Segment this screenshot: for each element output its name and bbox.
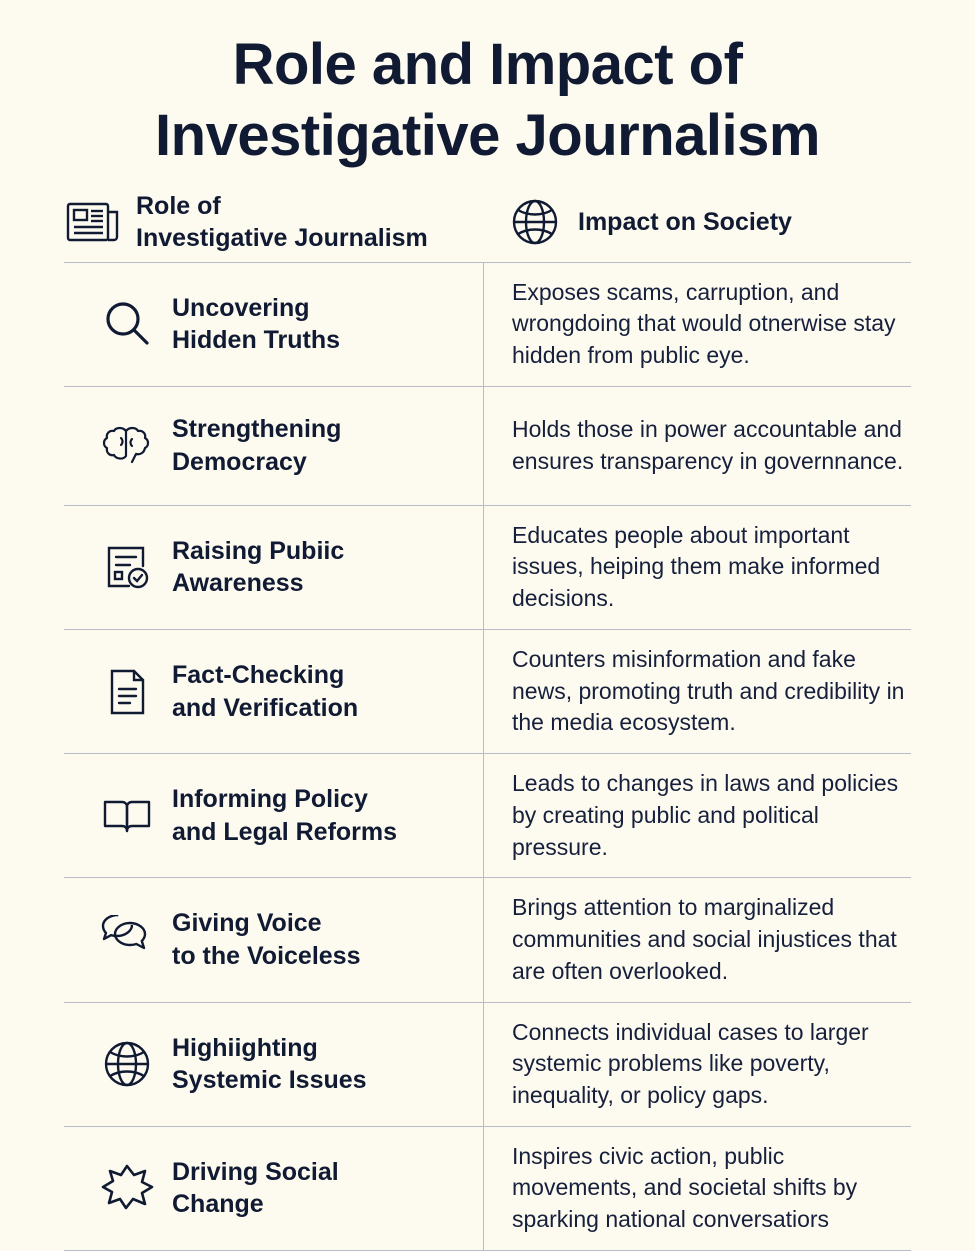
column-header-impact bbox=[484, 193, 911, 251]
comparison-table bbox=[64, 262, 911, 1251]
role-label: Informing Policy and Legal Reforms bbox=[172, 785, 398, 846]
role-cell bbox=[64, 1127, 484, 1250]
brain-icon bbox=[98, 417, 156, 475]
newspaper-icon bbox=[64, 193, 122, 251]
impact-text: Counters misinformation and fake news, promoting truth and credibility in the media ecosystem. bbox=[512, 645, 905, 736]
page-title bbox=[0, 0, 975, 178]
column-header-role bbox=[64, 190, 484, 254]
table-row bbox=[64, 387, 911, 506]
globe-icon bbox=[98, 1035, 156, 1093]
role-cell bbox=[64, 506, 484, 629]
impact-cell bbox=[484, 878, 911, 1001]
impact-text: Brings attention to marginalized communities and social injustices that are often overlooked. bbox=[512, 894, 897, 984]
impact-cell bbox=[484, 754, 911, 877]
role-cell bbox=[64, 754, 484, 877]
open-book-icon bbox=[98, 787, 156, 845]
impact-text: Inspires civic action, public movements, and societal shifts by sparking national conversatiors bbox=[512, 1142, 858, 1233]
role-cell bbox=[64, 630, 484, 753]
speech-bubbles-icon bbox=[98, 911, 156, 969]
table-row bbox=[64, 1127, 911, 1251]
role-cell bbox=[64, 1003, 484, 1126]
table-row bbox=[64, 754, 911, 878]
impact-cell bbox=[484, 263, 911, 386]
role-cell bbox=[64, 387, 484, 505]
role-label: Driving Social Change bbox=[172, 1157, 339, 1219]
magnifier-icon bbox=[98, 295, 156, 353]
impact-cell bbox=[484, 1003, 911, 1126]
role-label: Strengthening Democracy bbox=[172, 415, 342, 476]
impact-cell bbox=[484, 630, 911, 753]
impact-text: Educates people about important issues, heiping them make informed decisions. bbox=[512, 521, 881, 612]
column-header-role-label: Role of Investigative Journalism bbox=[136, 191, 428, 252]
page-title-line-1: Role and Impact of bbox=[232, 32, 743, 97]
impact-text: Exposes scams, carruption, and wrongdoing that would otnerwise stay hidden from public eye. bbox=[512, 278, 896, 368]
document-icon bbox=[98, 663, 156, 721]
table-row bbox=[64, 878, 911, 1002]
page-title-line-2: Investigative Journalism bbox=[155, 102, 820, 168]
globe-icon bbox=[506, 193, 564, 251]
table-row bbox=[64, 1003, 911, 1127]
table-row bbox=[64, 263, 911, 387]
role-label: Raising Pubiic Awareness bbox=[172, 536, 345, 598]
role-cell bbox=[64, 263, 484, 386]
impact-cell bbox=[484, 387, 911, 505]
starburst-icon bbox=[98, 1159, 156, 1217]
column-header-impact-label: Impact on Society bbox=[578, 207, 792, 236]
impact-text: Leads to changes in laws and policies by creating public and political pressure. bbox=[512, 770, 899, 860]
role-label: Giving Voice to the Voiceless bbox=[172, 909, 361, 970]
role-cell bbox=[64, 878, 484, 1001]
impact-cell bbox=[484, 506, 911, 629]
impact-text: Connects individual cases to larger systemic problems like poverty, inequality, or policy gaps. bbox=[512, 1018, 869, 1108]
role-label: Fact-Checking and Verification bbox=[172, 661, 359, 722]
role-label: Highiighting Systemic Issues bbox=[172, 1033, 367, 1095]
table-row bbox=[64, 506, 911, 630]
role-label: Uncovering Hidden Truths bbox=[172, 293, 341, 355]
checklist-icon bbox=[98, 538, 156, 596]
impact-text: Holds those in power accountable and ensures transparency in governnance. bbox=[512, 415, 904, 474]
column-headers bbox=[0, 178, 975, 262]
table-row bbox=[64, 630, 911, 754]
impact-cell bbox=[484, 1127, 911, 1250]
